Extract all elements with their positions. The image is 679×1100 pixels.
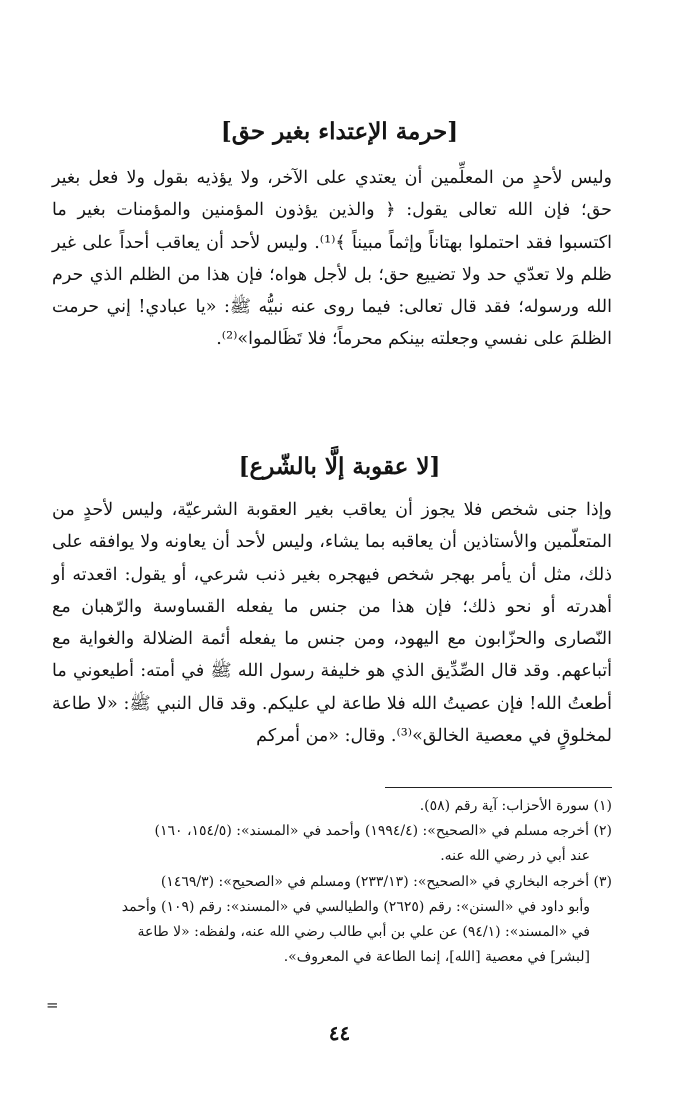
footnote-3: (٣) أخرجه البخاري في «الصحيح»: (٢٣٣/١٣) ومسلم في «الصحيح»: (١٤٦٩/٣) [160, 873, 612, 890]
paragraph-1-text: وليس لأحدٍ من المعلِّمين أن يعتدي على الآخر، ولا يؤذيه بقول ولا فعل بغير حق؛ فإن الله تعالى يقول: ﴿ والذين يؤذون المؤمنين والمؤمنات بغير ما اكتسبوا فقد احتملوا بهتاناً وإثماً مبيناً ﴾⁽¹⁾. وليس لأحد أن يعاقب أحداً على غير ظلم ولا تعدّي حد ولا تضييع حق؛ بل لأجل هواه؛ فإن هذا من الظلم الذي حرم الله ورسوله؛ فقد قال تعالى: فيما روى عنه نبيُّه ﷺ: «يا عبادي! إني حرمت الظلمَ على نفسي وجعلته بينكم محرماً؛ فلا تَظَالموا»⁽²⁾. [52, 168, 612, 350]
continuation-mark: = [46, 996, 59, 1014]
footnote-1: (١) سورة الأحزاب: آية رقم (٥٨). [419, 798, 612, 814]
page-number: ٤٤ [328, 1021, 351, 1045]
footnote-divider [385, 787, 612, 788]
section-heading-2: [لا عقوبة إلَّا بالشّرع] [238, 453, 441, 480]
section-heading-1: [حرمة الإعتداء بغير حق] [220, 118, 459, 145]
paragraph-2-text: وإذا جنى شخص فلا يجوز أن يعاقب بغير العقوبة الشرعيّة، وليس لأحدٍ من المتعلّمين والأستاذين أن يعاقبه بما يشاء، وليس لأحد أن يعاونه ولا يوافقه على ذلك، مثل أن يأمر بهجر شخص فيهجره بغير ذنب شرعي، أو يقول: اقعدته أو أهدرته أو نحو ذلك؛ فإن هذا من جنس ما يفعله القساوسة والرّهبان مع النّصارى والحزّابون مع اليهود، ومن جنس ما يفعله أئمة الضلالة والغواية مع أتباعهم. وقد قال الصِّدِّيق الذي هو خليفة رسول الله ﷺ في أمته: أطيعوني ما أطعتُ الله! فإن عصيتُ الله فلا طاعة لي عليكم. وقد قال النبي ﷺ: «لا طاعة لمخلوقٍ في معصية الخالق»⁽³⁾. وقال: «من أمركم [52, 500, 612, 747]
footnote-3-line-4: [لبشر] في معصية [الله]، إنما الطاعة في المعروف». [283, 949, 590, 966]
paragraph-2 [52, 494, 612, 752]
footnote-3-line-3: في «المسند»: (٩٤/١) عن علي بن أبي طالب رضي الله عنه، ولفظه: «لا طاعة [137, 924, 590, 941]
footnote-2: (٢) أخرجه مسلم في «الصحيح»: (١٩٩٤/٤) وأحمد في «المسند»: (١٥٤/٥، ١٦٠) [154, 823, 612, 840]
footnotes [40, 794, 612, 970]
footnote-3-line-2: وأبو داود في «السنن»: رقم (٢٦٢٥) والطيالسي في «المسند»: رقم (١٠٩) وأحمد [121, 898, 590, 915]
footnote-2-continued: عند أبي ذر رضي الله عنه. [440, 848, 590, 865]
paragraph-1 [52, 162, 612, 356]
